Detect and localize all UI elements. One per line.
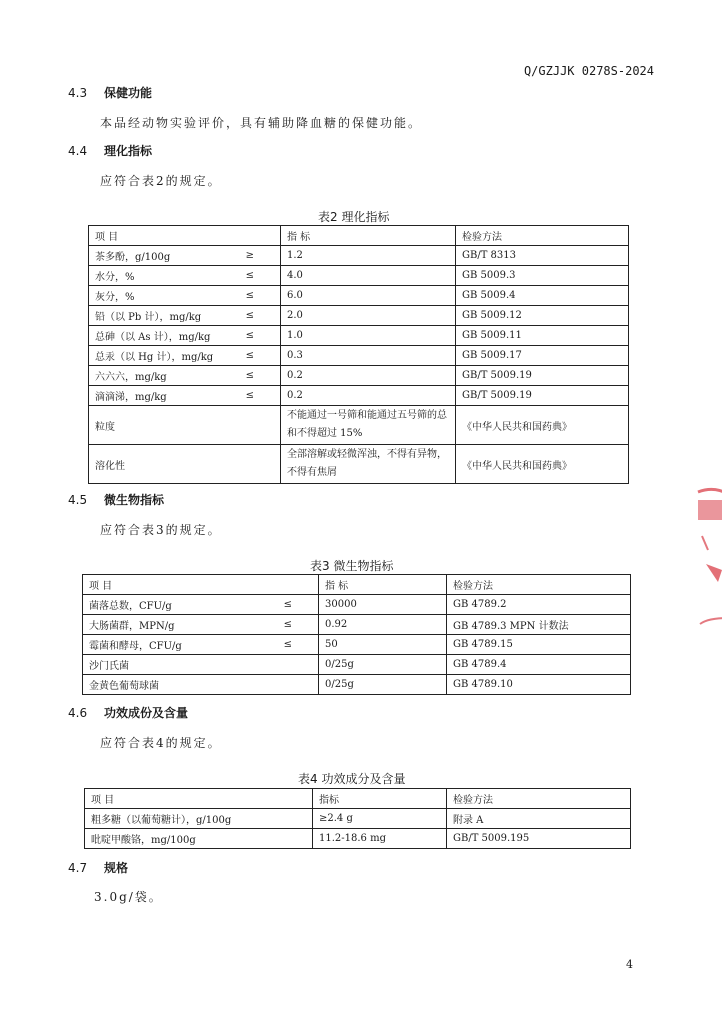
- table-row: [83, 615, 631, 635]
- item-name: 菌落总数，CFU/g: [89, 601, 172, 612]
- table-row: [89, 346, 629, 366]
- item-cell: [89, 386, 281, 406]
- item-name: 总汞（以 Hg 计），mg/kg: [95, 352, 214, 363]
- section-4-3-text: 本品经动物实验评价，具有辅助降血糖的保健功能。: [100, 116, 423, 130]
- table-row: [83, 595, 631, 615]
- section-number: 4.5: [68, 493, 88, 507]
- item-name: 六六六，mg/kg: [95, 372, 167, 383]
- table-cell: 11.2-18.6 mg: [313, 829, 447, 849]
- table3-caption: 表3 微生物指标: [310, 559, 394, 573]
- item-wrap: [95, 457, 274, 472]
- table-cell: GB/T 5009.19: [456, 366, 629, 386]
- item-cell: [89, 445, 281, 484]
- item-wrap: [89, 637, 312, 652]
- item-wrap: [95, 328, 274, 343]
- item-name: 溶化性: [95, 460, 125, 472]
- table-cell: ≥2.4 g: [313, 809, 447, 829]
- item-cell: [89, 246, 281, 266]
- table-row: [83, 635, 631, 655]
- table-row: [83, 655, 631, 675]
- page-number: 4: [626, 958, 633, 971]
- table-row: [89, 266, 629, 286]
- item-name: 粒度: [95, 421, 115, 433]
- section-title: 规格: [104, 861, 129, 875]
- header-cell: 指 标: [319, 575, 447, 595]
- table-cell: GB 4789.10: [447, 675, 631, 695]
- table4-body: [85, 789, 631, 849]
- header-cell: 项 目: [83, 575, 319, 595]
- table-cell: GB 5009.12: [456, 306, 629, 326]
- table-cell: 4.0: [281, 266, 456, 286]
- item-cell: [83, 615, 319, 635]
- item-cell: [83, 595, 319, 615]
- item-cell: [89, 366, 281, 386]
- section-4-4-text: 应符合表2的规定。: [100, 174, 222, 188]
- comparison-symbol: ≤: [245, 310, 254, 321]
- table-cell: GB 5009.11: [456, 326, 629, 346]
- table2: [88, 225, 629, 484]
- table-cell: GB 4789.4: [447, 655, 631, 675]
- comparison-symbol: ≤: [245, 350, 254, 361]
- table4: [84, 788, 631, 849]
- item-wrap: [89, 657, 312, 672]
- item-cell: [89, 326, 281, 346]
- table-cell: 《中华人民共和国药典》: [456, 406, 629, 445]
- section-4-5-text: 应符合表3的规定。: [100, 523, 222, 537]
- item-name: 水分，%: [95, 272, 135, 283]
- item-cell: [83, 655, 319, 675]
- item-cell: [89, 346, 281, 366]
- table-header-row: [89, 226, 629, 246]
- table-cell: 《中华人民共和国药典》: [456, 445, 629, 484]
- table-row: [83, 675, 631, 695]
- table-cell: 附录 A: [447, 809, 631, 829]
- item-name: 总砷（以 As 计），mg/kg: [95, 332, 211, 343]
- comparison-symbol: ≤: [245, 290, 254, 301]
- header-cell: 检验方法: [447, 789, 631, 809]
- table-cell: 0.2: [281, 386, 456, 406]
- item-wrap: [91, 831, 306, 846]
- item-cell: [89, 306, 281, 326]
- comparison-symbol: ≤: [245, 330, 254, 341]
- table-cell: 2.0: [281, 306, 456, 326]
- section-4-6-heading: [68, 704, 188, 721]
- section-title: 微生物指标: [104, 493, 165, 507]
- table-row: [89, 286, 629, 306]
- table-cell: GB/T 8313: [456, 246, 629, 266]
- header-cell: 指标: [313, 789, 447, 809]
- table-row: [89, 366, 629, 386]
- item-cell: [85, 829, 313, 849]
- comparison-symbol: ≤: [245, 270, 254, 281]
- table-cell: 1.0: [281, 326, 456, 346]
- header-cell: 检验方法: [456, 226, 629, 246]
- table-row: [89, 406, 629, 445]
- item-wrap: [95, 348, 274, 363]
- table-cell: 1.2: [281, 246, 456, 266]
- section-4-5-heading: [68, 491, 164, 508]
- table-cell: 0.92: [319, 615, 447, 635]
- section-number: 4.3: [68, 86, 88, 100]
- section-4-7-heading: [68, 859, 128, 876]
- table-cell: GB 4789.15: [447, 635, 631, 655]
- table-cell: GB 5009.4: [456, 286, 629, 306]
- item-wrap: [95, 308, 274, 323]
- table-cell: GB 4789.2: [447, 595, 631, 615]
- table-row: [89, 386, 629, 406]
- item-cell: [85, 809, 313, 829]
- item-wrap: [95, 268, 274, 283]
- section-number: 4.7: [68, 861, 88, 875]
- table4-caption: 表4 功效成分及含量: [298, 772, 406, 786]
- item-wrap: [89, 597, 312, 612]
- item-wrap: [91, 811, 306, 826]
- section-number: 4.6: [68, 706, 88, 720]
- item-wrap: [89, 677, 312, 692]
- item-wrap: [89, 617, 312, 632]
- comparison-symbol: ≤: [245, 390, 254, 401]
- item-cell: [89, 286, 281, 306]
- table-cell: 全部溶解或轻微浑浊，不得有异物，不得有焦屑: [281, 445, 456, 484]
- table-cell: 30000: [319, 595, 447, 615]
- table-row: [89, 326, 629, 346]
- item-cell: [83, 635, 319, 655]
- table-cell: GB 4789.3 MPN 计数法: [447, 615, 631, 635]
- item-wrap: [95, 288, 274, 303]
- table-cell: 6.0: [281, 286, 456, 306]
- item-name: 滴滴涕，mg/kg: [95, 392, 167, 403]
- table-row: [85, 829, 631, 849]
- table-cell: 50: [319, 635, 447, 655]
- comparison-symbol: ≤: [283, 619, 292, 630]
- item-name: 金黄色葡萄球菌: [89, 681, 159, 692]
- table2-body: [89, 226, 629, 484]
- section-title: 保健功能: [104, 86, 153, 100]
- table-cell: GB/T 5009.19: [456, 386, 629, 406]
- section-number: 4.4: [68, 144, 88, 158]
- header-cell: 检验方法: [447, 575, 631, 595]
- header-cell: 项 目: [85, 789, 313, 809]
- section-title: 功效成份及含量: [104, 706, 189, 720]
- red-seal-stamp: [688, 486, 722, 636]
- table-row: [89, 246, 629, 266]
- table3: [82, 574, 631, 695]
- header-cell: 指 标: [281, 226, 456, 246]
- item-wrap: [95, 368, 274, 383]
- table-row: [85, 809, 631, 829]
- section-4-7-text: 3.0g/袋。: [94, 890, 163, 904]
- item-name: 吡啶甲酸铬，mg/100g: [91, 835, 196, 846]
- table-row: [89, 306, 629, 326]
- document-code: Q/GZJJK 0278S-2024: [523, 64, 654, 78]
- table-cell: GB/T 5009.195: [447, 829, 631, 849]
- item-name: 粗多糖（以葡萄糖计），g/100g: [91, 815, 232, 826]
- table3-body: [83, 575, 631, 695]
- item-cell: [83, 675, 319, 695]
- item-name: 灰分，%: [95, 292, 135, 303]
- item-name: 铅（以 Pb 计），mg/kg: [95, 312, 202, 323]
- table-cell: GB 5009.3: [456, 266, 629, 286]
- table2-caption: 表2 理化指标: [318, 210, 390, 224]
- header-cell: 项 目: [89, 226, 281, 246]
- item-wrap: [95, 388, 274, 403]
- section-title: 理化指标: [104, 144, 153, 158]
- item-name: 霉菌和酵母，CFU/g: [89, 641, 182, 652]
- section-4-4-heading: [68, 142, 152, 159]
- section-4-3-heading: [68, 84, 152, 101]
- item-wrap: [95, 418, 274, 433]
- comparison-symbol: ≤: [283, 639, 292, 650]
- item-cell: [89, 266, 281, 286]
- table-cell: 0/25g: [319, 675, 447, 695]
- table-row: [89, 445, 629, 484]
- table-cell: 0.3: [281, 346, 456, 366]
- table-cell: 0.2: [281, 366, 456, 386]
- comparison-symbol: ≤: [283, 599, 292, 610]
- comparison-symbol: ≥: [245, 250, 254, 261]
- item-name: 大肠菌群，MPN/g: [89, 621, 175, 632]
- item-name: 茶多酚，g/100g: [95, 252, 171, 263]
- item-cell: [89, 406, 281, 445]
- table-header-row: [83, 575, 631, 595]
- item-name: 沙门氏菌: [89, 661, 129, 672]
- comparison-symbol: ≤: [245, 370, 254, 381]
- table-header-row: [85, 789, 631, 809]
- section-4-6-text: 应符合表4的规定。: [100, 736, 222, 750]
- table-cell: 不能通过一号筛和能通过五号筛的总和不得超过 15%: [281, 406, 456, 445]
- table-cell: GB 5009.17: [456, 346, 629, 366]
- table-cell: 0/25g: [319, 655, 447, 675]
- item-wrap: [95, 248, 274, 263]
